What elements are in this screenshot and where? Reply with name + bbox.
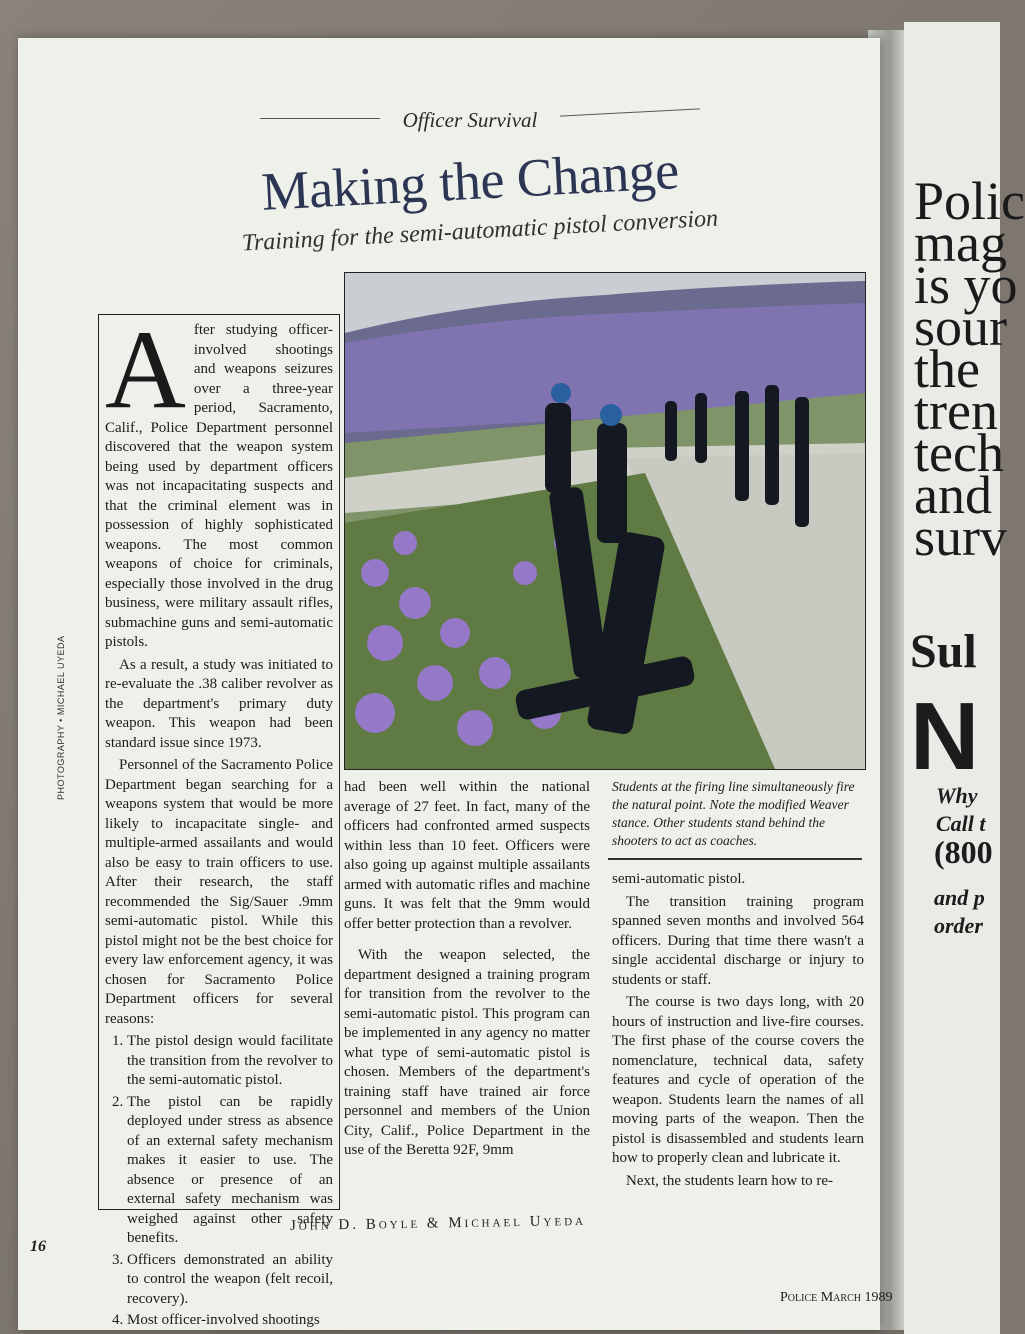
column-3 [612, 870, 864, 1194]
caption-rule [608, 858, 862, 860]
article-title: Making the Change [259, 140, 680, 222]
drop-cap: A [105, 308, 186, 432]
right-page-why: Why Call t [936, 783, 986, 836]
list-item: 3. Officers demonstrated an ability to control the weapon (felt recoil, recovery). [127, 1251, 333, 1310]
right-page-headline: Polic mag is yo sour the tren tech and surv [914, 171, 1025, 567]
right-page-subscribe: Sul [910, 625, 977, 678]
list-item: 2. The pistol can be rapidly deployed under stress as absence of an external safety mechanism makes it easier to use. The absence or presence of an external safety mechanism was weighed against other safety benefits. [127, 1093, 333, 1249]
section-rule-left [260, 118, 380, 119]
paragraph: Next, the students learn how to re- [626, 1172, 834, 1189]
paragraph: The course is two days long, with 20 hours of instruction and live-fire courses. The first phase of the course covers the nomenclature, technical data, safety features and cycle of operation of the weapon. Students learn the names of all moving parts of the weapon. Then the pistol is disassembled and students learn how to properly clean and lubricate it. [612, 994, 864, 1166]
right-page-now: N [910, 683, 976, 790]
photo-illustration [345, 273, 865, 769]
right-page-phone: (800 [934, 834, 993, 870]
photo-caption: Students at the firing line simultaneously fire the natural point. Note the modified Weaver stance. Other students stand behind the shooters to act as coaches. [612, 779, 855, 848]
paragraph: With the weapon selected, the department designed a training program for transition from the revolver to the semi-automatic pistol. This program can be implemented in any agency no matter what type of semi-automatic pistol is chosen. Members of the department's training staff have trained air force personnel and members of the Union City, Calif., Police Department in the use of the Beretta 92F, 9mm [344, 947, 590, 1158]
list-item: 4. Most officer-involved shootings [127, 1311, 333, 1331]
section-label: Officer Survival [402, 108, 538, 132]
reasons-list [105, 1032, 333, 1331]
paragraph: After studying officer-involved shootings and weapons seizures over a three-year period, Sacramento, Calif., Police Department personnel discovered that the weapon system being used by department officers was not incapacitating suspects and that the criminal element was in possession of highly sophisticated weapons. The most common weapons of choice for criminals, especially those involved in the drug business, were military assault rifles, submachine guns and semi-automatic pistols. [105, 308, 333, 650]
paragraph: had been well within the national average of 27 feet. In fact, many of the officers had confronted armed suspects within less than 10 feet. Officers were also going up against multiple assailants armed with automatic rifles and machine guns. It was felt that the 9mm would offer better protection than a revolver. [344, 779, 590, 932]
list-item: 1. The pistol design would facilitate the transition from the revolver to the semi-automatic pistol. [127, 1032, 333, 1091]
paragraph: As a result, a study was initiated to re-evaluate the .38 caliber revolver as the department's primary duty weapon. This weapon had been standard issue since 1973. [105, 656, 333, 751]
paragraph: Personnel of the Sacramento Police Department began searching for a weapons system that would be more likely to incapacitate single- and multiple-armed assailants and would also be easy to train officers to use. After their research, the staff recommended the Sig/Sauer .9mm semi-automatic pistol. While this pistol might not be the best choice for every law enforcement agency, it was chosen for Sacramento Police Department officers for several reasons: [105, 757, 333, 1027]
right-page-and: and p order [934, 885, 985, 938]
byline: John D. Boyle & Michael Uyeda [289, 1212, 587, 1235]
right-page [904, 22, 1025, 1334]
paragraph: semi-automatic pistol. [612, 871, 746, 887]
column-1 [98, 308, 340, 1328]
article-subtitle: Training for the semi-automatic pistol conversion [241, 205, 719, 257]
page-number: 16 [30, 1238, 46, 1255]
firing-range-photo [344, 272, 866, 770]
folio: Police March 1989 [780, 1290, 893, 1305]
photo-credit: PHOTOGRAPHY • MICHAEL UYEDA [56, 635, 66, 800]
column-2 [344, 778, 590, 1164]
paragraph: The transition training program spanned seven months and involved 564 officers. During that time there wasn't a single accidental discharge or injury to students or staff. [612, 893, 864, 988]
